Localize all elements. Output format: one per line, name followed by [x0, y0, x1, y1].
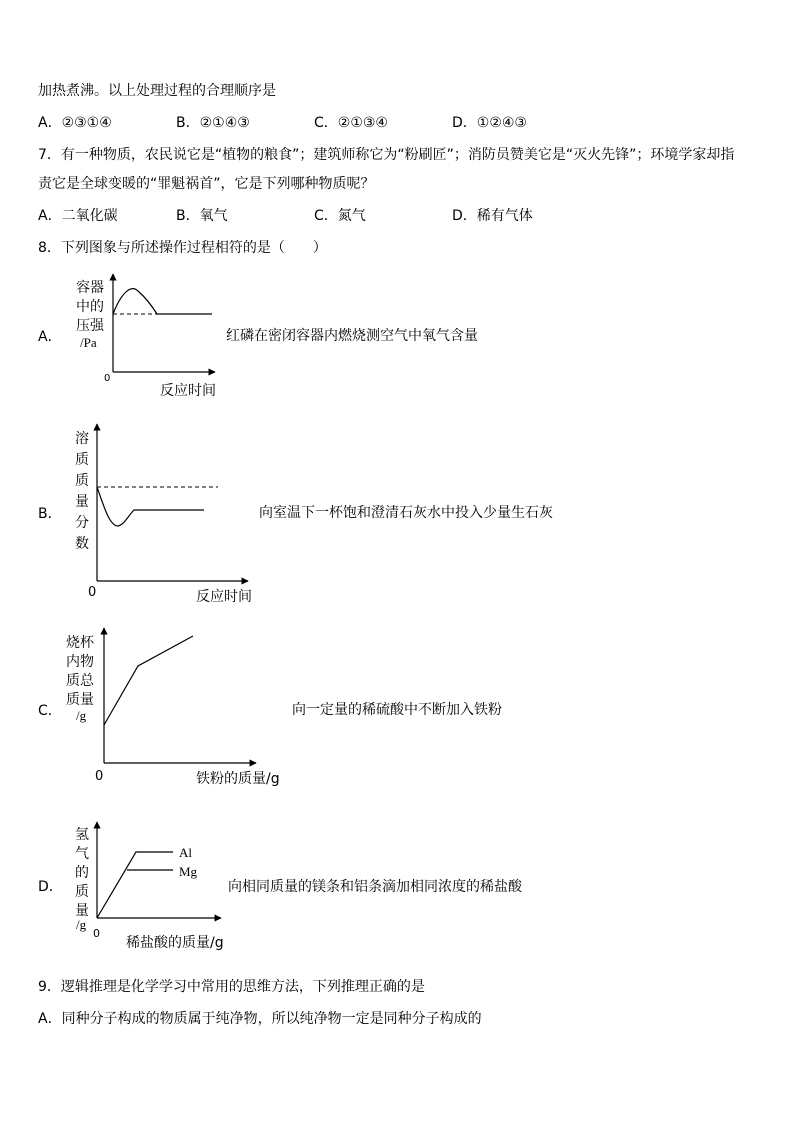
q7-option-b[interactable]: B．氧气: [176, 208, 228, 224]
graph-c-ylabel-2: 内物: [66, 654, 94, 670]
graph-d-ylabel-2: 气: [75, 846, 89, 862]
q8-option-a-label[interactable]: A．: [38, 329, 62, 345]
q6-stem-tail: 加热煮沸。以上处理过程的合理顺序是: [38, 83, 276, 99]
q8-option-a-desc: 红磷在密闭容器内燃烧测空气中氧气含量: [226, 328, 478, 344]
graph-d-label-al: Al: [179, 845, 192, 860]
q6-option-b[interactable]: B．②①④③: [176, 115, 250, 131]
graph-c-yunit: /g: [76, 708, 87, 723]
q6-option-a[interactable]: A．②③①④: [38, 115, 112, 131]
graph-d-xlabel: 稀盐酸的质量/g: [126, 935, 224, 951]
graph-c-xlabel: 铁粉的质量/g: [196, 771, 280, 787]
q7-stem-line1: 7．有一种物质，农民说它是“植物的粮食”；建筑师称它为“粉刷匠”；消防员赞美它是“灭火先锋”；环境学家却指: [38, 147, 735, 163]
q9-option-a[interactable]: A．同种分子构成的物质属于纯净物，所以纯净物一定是同种分子构成的: [38, 1011, 482, 1027]
graph-b-ylabel-5: 分: [75, 515, 89, 531]
graph-b-ylabel-4: 量: [75, 494, 89, 510]
graph-a-xlabel: 反应时间: [160, 383, 216, 399]
graph-a: [76, 274, 216, 399]
graph-d-ylabel-1: 氢: [75, 827, 89, 843]
graph-c-ylabel-3: 质总: [66, 673, 94, 689]
q7-option-c[interactable]: C．氮气: [314, 208, 366, 224]
q8-stem: 8．下列图象与所述操作过程相符的是（ ）: [38, 240, 327, 256]
graph-a-curve: [113, 289, 212, 314]
q8-option-c-label[interactable]: C．: [38, 703, 62, 719]
q7-option-d[interactable]: D．稀有气体: [452, 208, 533, 224]
graph-c-curve: [104, 636, 193, 725]
graph-b-curve: [97, 487, 204, 526]
q7-stem-line2: 责它是全球变暖的“罪魁祸首”，它是下列哪种物质呢？: [38, 176, 375, 192]
graph-c-ylabel-4: 质量: [66, 692, 94, 708]
graph-a-ylabel-3: 压强: [76, 318, 104, 334]
graph-d-ylabel-4: 质: [75, 884, 89, 900]
graph-b-ylabel-6: 数: [75, 536, 89, 552]
graph-d-label-mg: Mg: [179, 864, 198, 879]
graph-d-origin: 0: [93, 927, 100, 940]
graph-d-yunit: /g: [76, 917, 87, 932]
q8-option-b-label[interactable]: B．: [38, 506, 62, 522]
q6-option-d[interactable]: D．①②④③: [452, 115, 527, 131]
graph-c-origin: 0: [95, 769, 104, 784]
graph-a-ylabel-2: 中的: [76, 299, 104, 315]
q8-option-d-desc: 向相同质量的镁条和铝条滴加相同浓度的稀盐酸: [228, 879, 522, 895]
q8-option-c-desc: 向一定量的稀硫酸中不断加入铁粉: [292, 702, 502, 718]
graph-b: [75, 424, 252, 605]
graph-d-ylabel-3: 的: [75, 865, 89, 881]
graph-a-yunit: /Pa: [80, 335, 97, 350]
graph-b-ylabel-2: 质: [75, 452, 89, 468]
q6-option-c[interactable]: C．②①③④: [314, 115, 388, 131]
graph-d-ylabel-5: 量: [75, 903, 89, 919]
q8-option-b-desc: 向室温下一杯饱和澄清石灰水中投入少量生石灰: [259, 505, 553, 521]
graph-c: [66, 628, 280, 787]
graph-a-origin: 0: [104, 373, 111, 384]
graph-d: [75, 822, 224, 951]
graph-b-xlabel: 反应时间: [196, 589, 252, 605]
graph-a-ylabel-1: 容器: [76, 280, 104, 296]
graph-c-ylabel-1: 烧杯: [66, 635, 94, 651]
q8-option-d-label[interactable]: D．: [38, 879, 63, 895]
q7-option-a[interactable]: A．二氧化碳: [38, 208, 118, 224]
graph-b-origin: 0: [88, 585, 97, 600]
graph-d-line-al: [97, 852, 173, 918]
graph-b-ylabel-3: 质: [75, 473, 89, 489]
q9-stem: 9．逻辑推理是化学学习中常用的思维方法，下列推理正确的是: [38, 979, 425, 995]
graph-b-ylabel-1: 溶: [75, 431, 89, 447]
